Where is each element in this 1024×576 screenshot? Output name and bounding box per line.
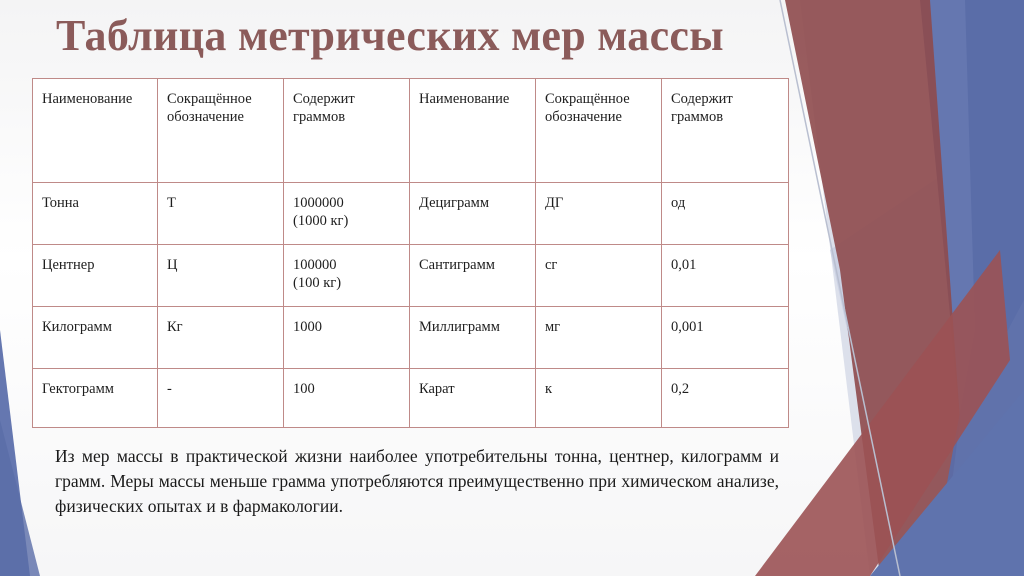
metric-mass-table [32, 78, 789, 428]
table-cell: Карат [410, 369, 536, 428]
table-cell: 0,01 [662, 245, 789, 307]
table-cell: Сантиграмм [410, 245, 536, 307]
table-header-row [33, 79, 789, 183]
header-cell-abbreviation: Сокращённое обозначение [158, 79, 284, 183]
table-row [33, 369, 789, 428]
table-cell: Кг [158, 307, 284, 369]
table-cell: 1000000 (1000 кг) [284, 183, 410, 245]
table-cell: ДГ [536, 183, 662, 245]
header-cell-grams: Содержит граммов [284, 79, 410, 183]
table-cell: од [662, 183, 789, 245]
table-cell: Миллиграмм [410, 307, 536, 369]
table-row [33, 245, 789, 307]
table-cell: 1000 [284, 307, 410, 369]
table-cell: Тонна [33, 183, 158, 245]
body-paragraph: Из мер массы в практической жизни наиболее употребительны тонна, центнер, килограмм и грамм. Меры массы меньше грамма употребляются преимущественно при химическом анализе, физических опытах и в фармакологии. [55, 446, 779, 516]
header-cell-name-2: Наименование [410, 79, 536, 183]
table-cell: 100000 (100 кг) [284, 245, 410, 307]
table-cell: 100 [284, 369, 410, 428]
header-cell-abbreviation-2: Сокращённое обозначение [536, 79, 662, 183]
table-cell: 0,2 [662, 369, 789, 428]
table-cell: Центнер [33, 245, 158, 307]
table-row [33, 183, 789, 245]
table-cell: Дециграмм [410, 183, 536, 245]
table-cell: Т [158, 183, 284, 245]
table-cell: Гектограмм [33, 369, 158, 428]
header-cell-grams-2: Содержит граммов [662, 79, 789, 183]
header-cell-name: Наименование [33, 79, 158, 183]
table-cell: к [536, 369, 662, 428]
page-title: Таблица метрических мер массы [56, 11, 724, 60]
table-cell: Ц [158, 245, 284, 307]
table-row [33, 307, 789, 369]
table-cell: 0,001 [662, 307, 789, 369]
table-cell: - [158, 369, 284, 428]
table-cell: сг [536, 245, 662, 307]
table-cell: Килограмм [33, 307, 158, 369]
table-cell: мг [536, 307, 662, 369]
